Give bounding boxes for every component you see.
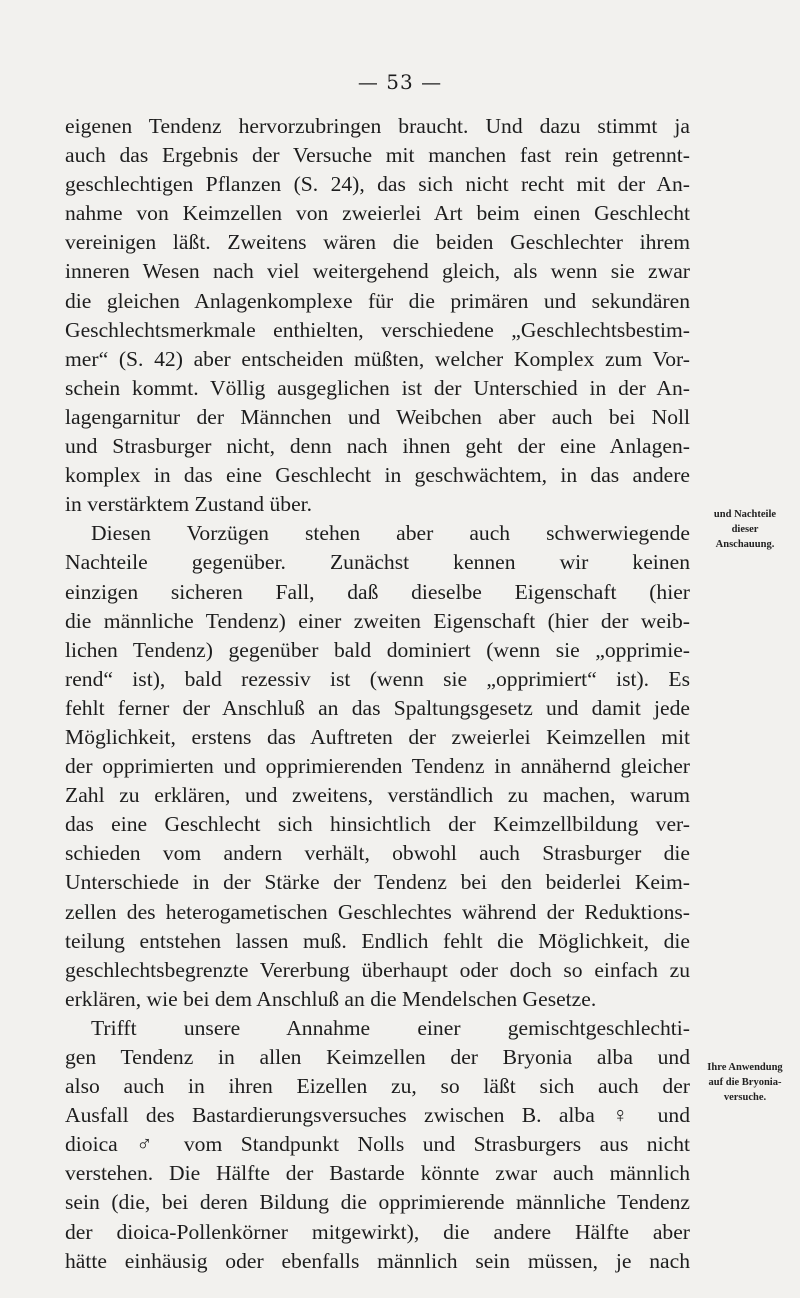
text-line: zellen des heterogametischen Geschlechtes während der Reduktions- [65, 899, 690, 924]
text-line: Ausfall des Bastardierungsversuches zwischen B. alba ♀ und [65, 1103, 690, 1128]
text-line: eigenen Tendenz hervorzubringen braucht. Und dazu stimmt ja [65, 114, 690, 138]
margin-note-line: Anschauung. [715, 539, 775, 550]
text-line: auch das Ergebnis der Versuche mit manchen fast rein getrennt- [65, 143, 690, 168]
text-line: Geschlechtsmerkmale enthielten, verschiedene „Geschlechtsbestim- [65, 317, 690, 342]
text-line: das eine Geschlecht sich hinsichtlich der Keimzellbildung ver- [65, 812, 690, 837]
text-line: Diesen Vorzügen stehen aber auch schwerwiegende [91, 521, 690, 546]
text-line: lagengarnitur der Männchen und Weibchen aber auch bei Noll [65, 404, 690, 429]
text-line: schieden vom andern verhält, obwohl auch Strasburger die [65, 841, 690, 866]
text-line: also auch in ihren Eizellen zu, so läßt sich auch der [65, 1074, 690, 1099]
text-line: vereinigen läßt. Zweitens wären die beiden Geschlechter ihrem [65, 230, 690, 255]
margin-note-line: versuche. [723, 1092, 767, 1103]
margin-note-nachteile [700, 507, 790, 552]
margin-note-line: und Nachteile [713, 509, 777, 520]
text-line: rend“ ist), bald rezessiv ist (wenn sie „opprimiert“ ist). Es [65, 666, 690, 691]
page-number: — 53 — [357, 70, 443, 94]
text-line: in verstärktem Zustand über. [65, 492, 313, 517]
text-line: geschlechtigen Pflanzen (S. 24), das sich nicht recht mit der An- [65, 172, 690, 197]
text-line: hätte einhäusig oder ebenfalls männlich sein müssen, je nach [65, 1248, 690, 1273]
text-line: fehlt ferner der Anschluß an das Spaltungsgesetz und damit jede [65, 695, 690, 720]
margin-note-line: Ihre Anwendung [707, 1062, 783, 1073]
text-line: der opprimierten und opprimierenden Tendenz in annähernd gleicher [65, 754, 690, 779]
margin-note-anwendung [700, 1060, 790, 1105]
text-line: die männliche Tendenz) einer zweiten Eigenschaft (hier der weib- [65, 608, 690, 633]
text-line: erklären, wie bei dem Anschluß an die Mendelschen Gesetze. [65, 986, 597, 1011]
text-line: geschlechtsbegrenzte Vererbung überhaupt oder doch so einfach zu [65, 957, 690, 982]
text-line: lichen Tendenz) gegenüber bald dominiert (wenn sie „opprimie- [65, 637, 690, 662]
text-line: Nachteile gegenüber. Zunächst kennen wir keinen [65, 550, 690, 575]
text-line: sein (die, bei deren Bildung die opprimierende männliche Tendenz [65, 1190, 690, 1215]
text-line: schein kommt. Völlig ausgeglichen ist der Unterschied in der An- [65, 375, 690, 400]
text-line: einzigen sicheren Fall, daß dieselbe Eigenschaft (hier [65, 579, 690, 604]
margin-note-line: dieser [731, 524, 759, 535]
text-line: teilung entstehen lassen muß. Endlich fehlt die Möglichkeit, die [65, 928, 690, 953]
text-line: die gleichen Anlagenkomplexe für die primären und sekundären [65, 288, 690, 313]
text-line: Zahl zu erklären, und zweitens, verständlich zu machen, warum [65, 783, 690, 808]
text-line: verstehen. Die Hälfte der Bastarde könnte zwar auch männlich [65, 1161, 690, 1186]
text-line: mer“ (S. 42) aber entscheiden müßten, welcher Komplex zum Vor- [65, 346, 690, 371]
margin-note-line: auf die Bryonia- [708, 1077, 782, 1088]
text-line: und Strasburger nicht, denn nach ihnen geht der eine Anlagen- [65, 434, 690, 459]
text-line: gen Tendenz in allen Keimzellen der Bryonia alba und [65, 1045, 690, 1069]
text-line: der dioica-Pollenkörner mitgewirkt), die andere Hälfte aber [65, 1219, 690, 1244]
text-line: Möglichkeit, erstens das Auftreten der zweierlei Keimzellen mit [65, 724, 690, 749]
text-line: komplex in das eine Geschlecht in geschwächtem, in das andere [65, 463, 690, 488]
body-text [65, 112, 690, 1276]
text-line: dioica ♂ vom Standpunkt Nolls und Strasburgers aus nicht [65, 1132, 690, 1157]
text-line: Unterschiede in der Stärke der Tendenz bei den beiderlei Keim- [65, 870, 690, 895]
text-line: inneren Wesen nach viel weitergehend gleich, als wenn sie zwar [65, 259, 690, 284]
text-line: nahme von Keimzellen von zweierlei Art beim einen Geschlecht [65, 201, 690, 226]
text-line: Trifft unsere Annahme einer gemischtgeschlechti- [91, 1015, 690, 1040]
